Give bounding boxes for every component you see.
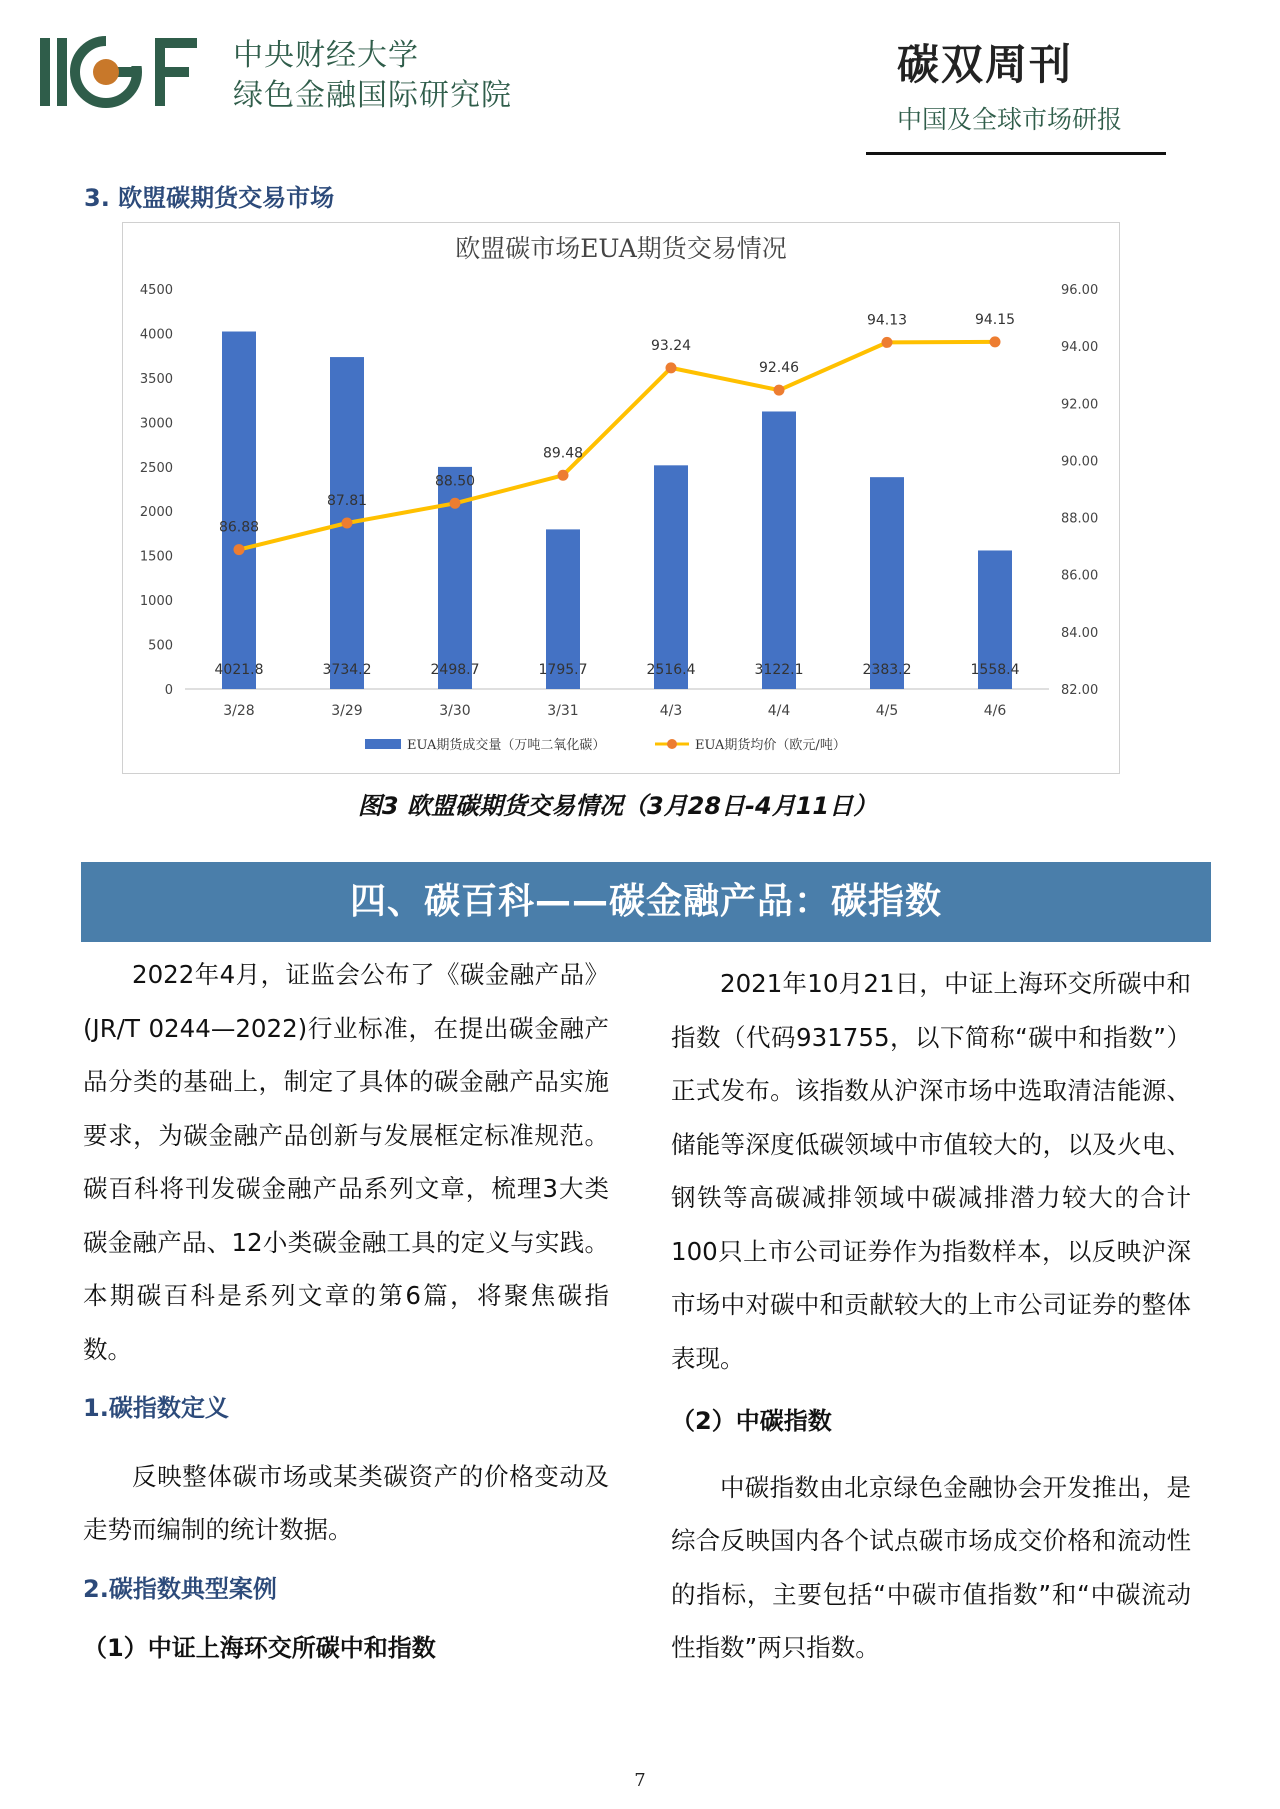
x-tick-label: 3/29 — [331, 703, 363, 719]
iigf-logo — [40, 36, 210, 112]
right-column — [671, 957, 1191, 1675]
volume-data-label: 2498.7 — [430, 662, 480, 678]
price-point — [882, 337, 893, 348]
y-right-tick-label: 88.00 — [1061, 511, 1099, 527]
y-right-tick-label: 92.00 — [1061, 397, 1099, 413]
x-tick-label: 4/6 — [983, 703, 1007, 719]
volume-bar — [762, 411, 796, 689]
section-3-heading: 3. 欧盟碳期货交易市场 — [84, 184, 335, 212]
price-point — [666, 362, 677, 373]
definition-paragraph: 反映整体碳市场或某类碳资产的价格变动及走势而编制的统计数据。 — [83, 1461, 609, 1544]
chart-title: 欧盟碳市场EUA期货交易情况 — [455, 234, 787, 263]
price-point — [234, 544, 245, 555]
volume-data-label: 2383.2 — [862, 662, 912, 678]
volume-bar — [222, 332, 256, 689]
chart-canvas — [123, 223, 1119, 773]
y-right-tick-label: 94.00 — [1061, 340, 1099, 356]
price-data-label: 93.24 — [650, 337, 692, 354]
y-left-tick-label: 2000 — [139, 505, 173, 521]
y-left-tick-label: 500 — [148, 638, 173, 654]
publication-subtitle: 中国及全球市场研报 — [897, 105, 1123, 134]
legend-volume-swatch — [365, 739, 401, 749]
organization-name — [233, 36, 512, 116]
y-left-tick-label: 3000 — [139, 416, 173, 432]
heading-china-carbon-index: （2）中碳指数 — [671, 1407, 832, 1435]
y-left-tick-label: 2500 — [139, 460, 173, 476]
volume-data-label: 2516.4 — [646, 662, 696, 678]
y-right-tick-label: 86.00 — [1061, 568, 1099, 584]
heading-csi-carbon-neutral-index: （1）中证上海环交所碳中和指数 — [83, 1634, 436, 1662]
intro-paragraph: 2022年4月，证监会公布了《碳金融产品》(JR/T 0244—2022)行业标准，在提出碳金融产品分类的基础上，制定了具体的碳金融产品实施要求，为碳金融产品创新与发展框定标准规范。碳百科将刊发碳金融产品系列文章，梳理3大类碳金融产品、12小类碳金融工具的定义与实践。本期碳百科是系列文章的第6篇，将聚焦碳指数。 — [83, 960, 609, 1364]
price-point — [450, 498, 461, 509]
volume-data-label: 4021.8 — [214, 662, 264, 678]
price-point — [342, 518, 353, 529]
volume-data-label: 1795.7 — [538, 662, 588, 678]
y-left-tick-label: 1000 — [139, 594, 173, 610]
y-right-tick-label: 96.00 — [1061, 283, 1099, 298]
x-tick-label: 3/30 — [439, 703, 471, 719]
x-tick-label: 3/31 — [547, 703, 579, 719]
legend-price-label: EUA期货均价（欧元/吨） — [695, 738, 846, 753]
legend-price-marker — [667, 739, 677, 749]
heading-carbon-index-definition: 1.碳指数定义 — [83, 1394, 229, 1422]
publication-title: 碳双周刊 — [897, 40, 1074, 89]
y-right-tick-label: 82.00 — [1061, 683, 1099, 698]
price-point — [990, 336, 1001, 347]
y-left-tick-label: 4500 — [139, 283, 173, 298]
x-tick-label: 4/4 — [767, 703, 791, 719]
price-point — [774, 385, 785, 396]
y-left-tick-label: 1500 — [139, 549, 173, 565]
x-tick-label: 4/5 — [875, 703, 899, 719]
volume-bar — [654, 465, 688, 689]
csi-index-paragraph: 2021年10月21日，中证上海环交所碳中和指数（代码931755，以下简称“碳中和指数”） 正式发布。该指数从沪深市场中选取清洁能源、储能等深度低碳领域中市值较大的，以及火电、钢铁等高碳减排领域中碳减排潜力较大的合计100只上市公司证券作为指数样本，以反映沪深市场中对碳中和贡献较大的上市公司证券的整体表现。 — [671, 969, 1191, 1373]
price-data-label: 88.50 — [434, 473, 476, 490]
volume-data-label: 3122.1 — [754, 662, 804, 678]
page-number: 7 — [634, 1770, 646, 1791]
price-data-label: 87.81 — [326, 493, 368, 509]
x-tick-label: 3/28 — [223, 703, 255, 719]
volume-bar — [870, 477, 904, 689]
left-column — [83, 948, 609, 1676]
figure-caption: 图3 欧盟碳期货交易情况（3月28日-4月11日） — [357, 792, 878, 820]
price-data-label: 94.13 — [866, 312, 908, 329]
org-line-1: 中央财经大学 — [233, 38, 419, 73]
price-point — [558, 470, 569, 481]
x-tick-label: 4/3 — [659, 703, 683, 719]
volume-data-label: 3734.2 — [322, 662, 372, 678]
heading-typical-cases: 2.碳指数典型案例 — [83, 1574, 277, 1603]
eua-futures-chart — [122, 222, 1120, 774]
y-left-tick-label: 3500 — [139, 371, 173, 387]
y-left-tick-label: 4000 — [139, 327, 173, 343]
price-data-label: 86.88 — [218, 519, 260, 536]
volume-data-label: 1558.4 — [970, 662, 1020, 678]
china-carbon-index-paragraph: 中碳指数由北京绿色金融协会开发推出，是综合反映国内各个试点碳市场成交价格和流动性的指标，主要包括“中碳市值指数”和“中碳流动性指数”两只指数。 — [671, 1472, 1191, 1662]
price-data-label: 92.46 — [758, 360, 800, 377]
y-right-tick-label: 90.00 — [1061, 454, 1099, 470]
price-data-label: 89.48 — [542, 445, 584, 462]
header-divider — [866, 152, 1166, 155]
legend-volume-label: EUA期货成交量（万吨二氧化碳） — [407, 738, 606, 753]
section-4-banner: 四、碳百科——碳金融产品：碳指数 — [81, 862, 1211, 942]
y-right-tick-label: 84.00 — [1061, 625, 1099, 641]
price-data-label: 94.15 — [974, 311, 1016, 328]
page-header — [0, 0, 1280, 165]
y-left-tick-label: 0 — [164, 683, 173, 698]
org-line-2: 绿色金融国际研究院 — [233, 78, 512, 113]
